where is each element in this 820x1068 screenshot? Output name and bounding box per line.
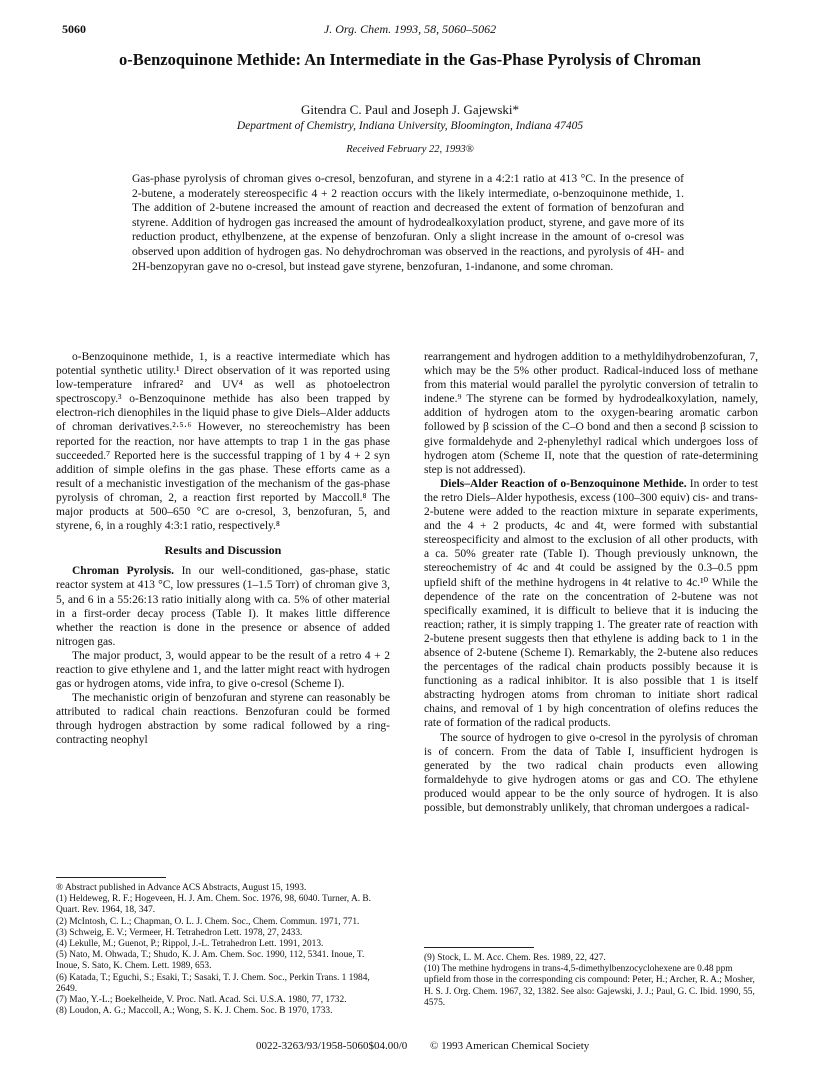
footnote: ® Abstract published in Advance ACS Abstracts, August 15, 1993. xyxy=(56,883,307,893)
diels-alder-paragraph xyxy=(424,477,758,731)
left-column xyxy=(56,350,390,748)
runin-heading-diels-alder: Diels–Alder Reaction of o-Benzoquinone Methide. xyxy=(440,477,687,490)
footnote: (2) McIntosh, C. L.; Chapman, O. L. J. Chem. Soc., Chem. Commun. 1971, 771. xyxy=(56,916,360,927)
section-heading: Results and Discussion xyxy=(164,543,282,558)
author-list: Gitendra C. Paul and Joseph J. Gajewski* xyxy=(300,102,520,117)
journal-citation: J. Org. Chem. 1993, 58, 5060–5062 xyxy=(323,22,497,36)
page-number: 5060 xyxy=(62,22,86,36)
footnote-divider xyxy=(424,947,534,948)
footnote: (6) Katada, T.; Eguchi, S.; Esaki, T.; Sasaki, T. J. Chem. Soc., Perkin Trans. 1 1984, 2649. xyxy=(56,972,370,994)
footnote: (3) Schweig, E. V.; Vermeer, H. Tetrahedron Lett. 1978, 27, 2433. xyxy=(56,927,303,938)
hydrogen-source-paragraph: The source of hydrogen to give o-cresol in the pyrolysis of chroman is of concern. From the data of Table I, insufficient hydrogen is generated by the two radical chain products even allowing formaldehyde to give hydrogen atoms or gas and CO. The ethylene produced would appear to be the only source of hydrogen. It is also possible, but demonstrably unlikely, that chroman undergoes a radical- xyxy=(424,731,758,814)
copyright-notice: © 1993 American Chemical Society xyxy=(430,1040,590,1052)
abstract: Gas-phase pyrolysis of chroman gives o-cresol, benzofuran, and styrene in a 4:2:1 ratio at 413 °C. In the presence of 2-butene, a moderately stereospecific 4 + 2 reaction occurs with the likely intermediate, o-benzoquinone methide, 1. The addition of 2-butene increased the amount of reaction and decreased the extent of formation of benzofuran and styrene. Addition of hydrogen gas increased the amount of hydrodealkoxylation product, styrene, and gave more of its reduction product, ethylbenzene, at the expense of benzofuran. Only a slight increase in the amount of o-cresol was observed upon addition of hydrogen gas. No dehydrochroman was observed in the reactions, and pyrolysis of 4H- and 2H-benzopyran gave no o-cresol, but instead gave styrene, benzofuran, 1-indanone, and some chroman. xyxy=(132,172,684,273)
article-code: 0022-3263/93/1958-5060$04.00/0 xyxy=(256,1040,408,1052)
footnote: (7) Mao, Y.-L.; Boekelheide, V. Proc. Natl. Acad. Sci. U.S.A. 1980, 77, 1732. xyxy=(56,995,347,1006)
footnote: (9) Stock, L. M. Acc. Chem. Res. 1989, 22, 427. xyxy=(424,953,606,963)
mechanistic-origin-paragraph: The mechanistic origin of benzofuran and styrene can reasonably be attributed to radical chain reactions. Benzofuran could be formed through hydrogen abstraction by some radical followed by a ring-contracting neophyl xyxy=(56,692,390,747)
affiliation: Department of Chemistry, Indiana University, Bloomington, Indiana 47405 xyxy=(236,120,584,132)
footnote: (4) Lekulle, M.; Guenot, P.; Rippol, J.-L. Tetrahedron Lett. 1991, 2013. xyxy=(56,939,324,950)
chroman-pyrolysis-paragraph xyxy=(56,564,390,649)
article-title: o-Benzoquinone Methide: An Intermediate in the Gas-Phase Pyrolysis of Chroman xyxy=(119,50,701,69)
intro-paragraph: o-Benzoquinone methide, 1, is a reactive intermediate which has potential synthetic utility.¹ Direct observation of it was reported using low-temperature infrared² and UV⁴ as well as photoelectron spectroscopy.³ o-Benzoquinone methide has also been trapped by electron-rich dienophiles in the liquid phase to give Diels–Alder adducts of chroman derivatives.²·⁵·⁶ However, no stereochemistry has been reported for the reaction, nor have attempts to trap 1 in the gas phase succeeded.⁷ Reported here is the successful trapping of 1 by 4 + 2 syn addition of simple olefins in the gas phase. These efforts came as a result of a mechanistic investigation of the mechanism of the gas-phase pyrolysis of chroman, 2, a reaction first reported by Maccoll.⁸ The major products at 500–650 °C are o-cresol, 3, benzofuran, 5, and styrene, 6, in a roughly 4:3:1 ratio, respectively.⁸ xyxy=(56,351,390,533)
major-product-paragraph: The major product, 3, would appear to be the result of a retro 4 + 2 reaction to give ethylene and 1, and the latter might react with hydrogen gas or hydrogen atoms, vide infra, to give o-cresol (Scheme I). xyxy=(56,649,390,691)
footnote: (5) Nato, M. Ohwada, T.; Shudo, K. J. Am. Chem. Soc. 1990, 112, 5341. Inoue, T. Inoue, S. Sato, K. Chem. Lett. 1989, 653. xyxy=(56,950,365,972)
footnote: (1) Heldeweg, R. F.; Hogeveen, H. J. Am. Chem. Soc. 1976, 98, 6040. Turner, A. B. Quart. Rev. 1964, 18, 347. xyxy=(56,894,372,916)
paragraph-text: In order to test the retro Diels–Alder hypothesis, excess (100–300 equiv) cis- and trans-2-butene were added to the reaction mixture in separate experiments, and the 4 + 2 products, 4c and 4t, were formed with substantial stereospecificity and almost to the exclusion of all other products, with a ca. 50% greater rate (Table I). Though previously unknown, the stereochemistry of 4c and 4t could be assigned by the 0.3–0.5 ppm upfield shift of the methine hydrogens in 4t relative to 4c.¹⁰ While the dependence of the rate on the concentration of 2-butene was not specifically examined, it is difficult to believe that it is inducing the reaction; rather, it is simply trapping 1. The greater rate of reaction with 2-butene present suggests then that ethylene is adding back to 1 in the absence of 2-butene (Scheme I). Remarkably, the 2-butene also reduces the percentages of the radical chain products possibly because it is functioning as a radical inhibitor. It is also possible that 1 is itself abstracting hydrogen atoms from chroman to initiate short radical chains, and removal of 1 by high concentration of olefins reduces the rate of formation of the radical products. xyxy=(424,477,758,730)
footnote: (8) Loudon, A. G.; Maccoll, A.; Wong, S. K. J. Chem. Soc. B 1970, 1733. xyxy=(56,1006,333,1017)
continuation-paragraph: rearrangement and hydrogen addition to a methyldihydrobenzofuran, 7, which may be the 5% other product. Radical-induced loss of methane from this material would parallel the pyrolytic conversion of tetralin to indene.⁹ The styrene can be formed by hydrodealkoxylation, namely, addition of hydrogen atom to the oxygen-bearing aromatic carbon followed by β scission of the C–O bond and then a second β scission to give formaldehyde and 2-phenylethyl radical which undergoes loss of hydrogen atom (Scheme II, note that the question of rate-determining step is not addressed). xyxy=(424,351,758,476)
right-footnotes xyxy=(424,938,758,1009)
left-footnotes xyxy=(56,868,390,1017)
right-column xyxy=(424,350,758,815)
runin-heading-chroman: Chroman Pyrolysis. xyxy=(72,565,175,578)
footnote-divider xyxy=(56,877,166,878)
running-header xyxy=(62,22,758,40)
received-date: Received February 22, 1993® xyxy=(346,144,474,155)
footnote: (10) The methine hydrogens in trans-4,5-dimethylbenzocyclohexene are 0.48 ppm upfield from those in the corresponding cis compound: Peter, H.; Archer, R. A.; Mosher, H. S. J. Org. Chem. 1967, 32, 1382. See also: Gajewski, J. J.; Paul, G. C. Ibid. 1990, 55, 4575. xyxy=(424,964,755,1008)
paragraph-text: In our well-conditioned, gas-phase, static reactor system at 413 °C, low pressures (1–1.5 Torr) of chroman give 3, 5, and 6 in a 55:26:13 ratio initially along with ca. 5% of other material in a first-order decay process (Table I). It makes little difference whether the reaction is done in the presence or absence of added nitrogen gas. xyxy=(56,565,390,648)
